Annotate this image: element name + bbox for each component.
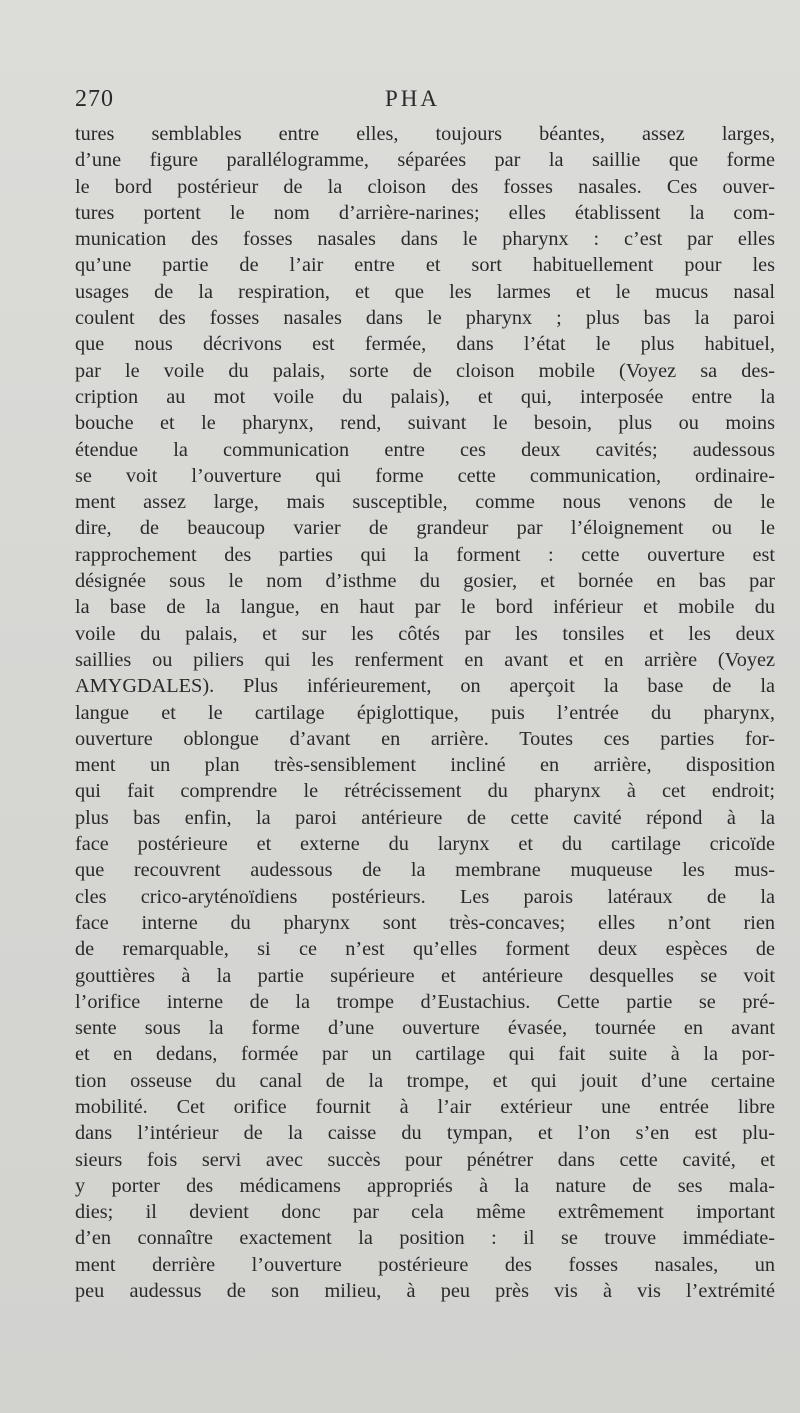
text-line: tures portent le nom d’arrière-narines; elles établissent la com- [75,201,775,224]
text-line: qui fait comprendre le rétrécissement du pharynx à cet endroit; [75,780,775,803]
text-line: cription au mot voile du palais), et qui, interposée entre la [75,385,775,408]
text-line: voile du palais, et sur les côtés par les tonsiles et les deux [75,622,775,645]
text-line: sente sous la forme d’une ouverture évasée, tournée en avant [75,1017,775,1040]
text-line: usages de la respiration, et que les larmes et le mucus nasal [75,280,775,303]
text-line: face interne du pharynx sont très-concaves; elles n’ont rien [75,911,775,934]
text-line: tion osseuse du canal de la trompe, et qui jouit d’une certaine [75,1069,775,1092]
text-line: plus bas enfin, la paroi antérieure de cette cavité répond à la [75,806,775,829]
text-line: que recouvrent audessous de la membrane muqueuse les mus- [75,859,775,882]
page-header [75,86,765,116]
text-line: d’en connaître exactement la position : il se trouve immédiate- [75,1227,775,1250]
text-line: la base de la langue, en haut par le bord inférieur et mobile du [75,596,775,619]
text-line: mobilité. Cet orifice fournit à l’air extérieur une entrée libre [75,1095,775,1118]
running-head: PHA [385,86,441,111]
text-line: cles crico-aryténoïdiens postérieurs. Les parois latéraux de la [75,885,775,908]
text-line: d’une figure parallélogramme, séparées par la saillie que forme [75,149,775,172]
text-line: par le voile du palais, sorte de cloison mobile (Voyez sa des- [75,359,775,382]
text-line: coulent des fosses nasales dans le pharynx ; plus bas la paroi [75,307,775,330]
text-line: rapprochement des parties qui la forment : cette ouverture est [75,543,775,566]
text-line: tures semblables entre elles, toujours béantes, assez larges, [75,123,775,145]
text-line: ment derrière l’ouverture postérieure des fosses nasales, un [75,1253,775,1276]
text-line: se voit l’ouverture qui forme cette communication, ordinaire- [75,464,775,487]
text-line: y porter des médicamens appropriés à la nature de ses mala- [75,1174,775,1197]
text-line: désignée sous le nom d’isthme du gosier, et bornée en bas par [75,570,775,593]
text-line: le bord postérieur de la cloison des fosses nasales. Ces ouver- [75,175,775,198]
text-line: qu’une partie de l’air entre et sort habituellement pour les [75,254,775,277]
text-line: bouche et le pharynx, rend, suivant le besoin, plus ou moins [75,412,775,435]
page-number: 270 [75,86,114,112]
body-text [75,121,775,1304]
text-line: munication des fosses nasales dans le pharynx : c’est par elles [75,228,775,251]
text-line: saillies ou piliers qui les renferment en avant et en arrière (Voyez [75,648,775,671]
text-line: ment assez large, mais susceptible, comme nous venons de le [75,491,775,514]
text-line: dans l’intérieur de la caisse du tympan, et l’on s’en est plu- [75,1122,775,1145]
text-line: que nous décrivons est fermée, dans l’état le plus habituel, [75,333,775,356]
text-line: face postérieure et externe du larynx et du cartilage cricoïde [75,833,775,856]
text-line: étendue la communication entre ces deux cavités; audessous [75,438,775,461]
text-line: gouttières à la partie supérieure et antérieure desquelles se voit [75,964,775,987]
text-line: langue et le cartilage épiglottique, puis l’entrée du pharynx, [75,701,775,724]
text-line: dies; il devient donc par cela même extrêmement important [75,1201,775,1224]
text-line: ouverture oblongue d’avant en arrière. Toutes ces parties for- [75,727,775,750]
text-line: ment un plan très-sensiblement incliné en arrière, disposition [75,754,775,777]
text-line: de remarquable, si ce n’est qu’elles forment deux espèces de [75,938,775,961]
text-line: sieurs fois servi avec succès pour pénétrer dans cette cavité, et [75,1148,775,1171]
text-line: et en dedans, formée par un cartilage qui fait suite à la por- [75,1043,775,1066]
text-line: l’orifice interne de la trompe d’Eustachius. Cette partie se pré- [75,990,775,1013]
text-line: dire, de beaucoup varier de grandeur par l’éloignement ou le [75,517,775,540]
text-line: peu audessus de son milieu, à peu près vis à vis l’extrémité [75,1280,775,1303]
text-line: AMYGDALES). Plus inférieurement, on aperçoit la base de la [75,675,775,698]
